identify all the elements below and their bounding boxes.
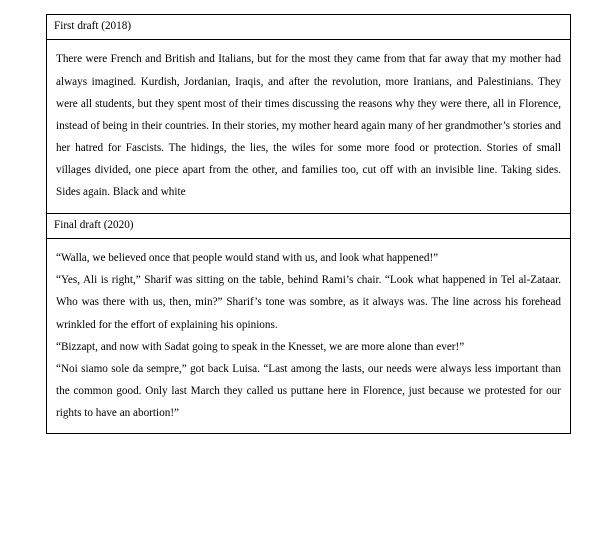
final-draft-body-row (47, 239, 570, 433)
first-draft-header: First draft (2018) (54, 20, 132, 32)
final-draft-header: Final draft (2020) (54, 218, 134, 231)
final-draft-paragraph-3: “Bizzapt, and now with Sadat going to speak in the Knesset, we are more alone than ever!” (56, 340, 465, 353)
drafts-comparison-table (46, 14, 571, 434)
first-draft-body-row (47, 40, 570, 213)
final-draft-paragraph-2: “Yes, Ali is right,” Sharif was sitting on the table, behind Rami’s chair. “Look what happened in Tel al-Zataar. Who was there with us, then, min?” Sharif’s tone was sombre, as it always was. The line across his forehead wrinkled for the effort of explaining his opinions. (56, 274, 561, 331)
final-draft-body (47, 239, 570, 433)
final-draft-paragraph-4: “Noi siamo sole da sempre,” got back Luisa. “Last among the lasts, our needs were always less important than the common good. Only last March they called us puttane here in Florence, just because we protested for our rights to have an abortion!” (56, 362, 561, 420)
final-draft-header-row (47, 214, 570, 239)
final-draft-paragraph-1: “Walla, we believed once that people would stand with us, and look what happened!” (56, 252, 439, 265)
first-draft-paragraph: There were French and British and Italians, but for the most they came from that far away that my mother had always imagined. Kurdish, Jordanian, Iraqis, and after the revolution, more Iranians, and Palestinians. They were all students, but they spent most of their times discussing the reasons why they were there, all in Florence, instead of being in their countries. In their stories, my mother heard again many of her grandmother’s stories and her hatred for Fascists. The hidings, the lies, the wiles for some more food or protection. Stories of small villages divided, one piece apart from the other, and families too, cut off with an invisible line. Taking sides. Sides again. Black and white (56, 53, 561, 199)
first-draft-header-row (47, 15, 570, 40)
